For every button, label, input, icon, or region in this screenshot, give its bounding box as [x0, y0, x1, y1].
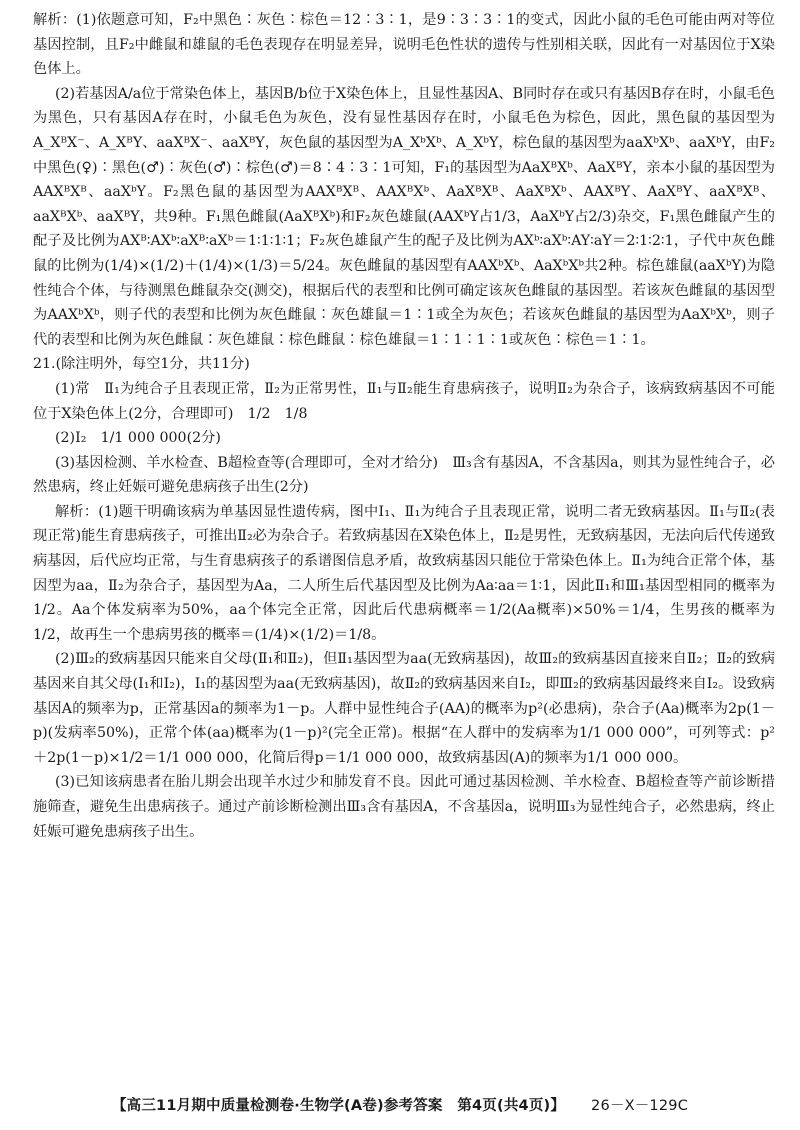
answer-21-2: (2)Ⅰ₂ 1/1 000 000(2分): [55, 430, 221, 447]
footer-title: 【高三11月期中质量检测卷·生物学(A卷)参考答案 第4页(共4页)】: [111, 1098, 566, 1114]
footer-code: 26－X－129C: [591, 1098, 689, 1114]
analysis-21-2: (2)Ⅲ₂的致病基因只能来自父母(Ⅱ₁和Ⅱ₂)，但Ⅱ₁基因型为aa(无致病基因)，故Ⅲ₂的致病基因直接来自Ⅱ₂；Ⅱ₂的致病基因来自其父母(Ⅰ₁和Ⅰ₂)，Ⅰ₁的基因型为aa(无致病基因)，故Ⅱ₂的致病基因来自Ⅰ₂，即Ⅲ₂的致病基因最终来自Ⅰ₂。设致病基因A的频率为p，正常基因a的频率为1－p。人群中显性纯合子(AA)的概率为p²(必患病)，杂合子(Aa)概率为2p(1－p)(发病率50%)，正常个体(aa)概率为(1－p)²(完全正常)。根据“在人群中的发病率为1/1 000 000”，可列等式：p²＋2p(1－p)×1/2＝1/1 000 000，化简后得p＝1/1 000 000，故致病基因(A)的频率为1/1 000 000。: [33, 651, 775, 766]
page-footer: [0, 1094, 800, 1115]
analysis-paragraph-2: (2)若基因A/a位于常染色体上，基因B/b位于X染色体上，且显性基因A、B同时存在或只有基因B存在时，小鼠毛色为黑色，只有基因A存在时，小鼠毛色为灰色，没有显性基因存在时，小鼠毛色为棕色，因此，黑色鼠的基因型为A_XᴮX⁻、A_XᴮY、aaXᴮX⁻、aaXᴮY，灰色鼠的基因型为A_XᵇXᵇ、A_XᵇY，棕色鼠的基因型为aaXᵇXᵇ、aaXᵇY，由F₂中黑色(♀)∶黑色(♂)∶灰色(♂)∶棕色(♂)＝8∶4∶3∶1可知，F₁的基因型为AaXᴮXᵇ、AaXᴮY，亲本小鼠的基因型为AAXᴮXᴮ、aaXᵇY。F₂黑色鼠的基因型为AAXᴮXᴮ、AAXᴮXᵇ、AaXᴮXᴮ、AaXᴮXᵇ、AAXᴮY、AaXᴮY、aaXᴮXᴮ、aaXᴮXᵇ、aaXᴮY，共9种。F₁黑色雌鼠(AaXᴮXᵇ)和F₂灰色雄鼠(AAXᵇY占1/3，AaXᵇY占2/3)杂交，F₁黑色雌鼠产生的配子及比例为AXᴮ∶AXᵇ∶aXᴮ∶aXᵇ＝1∶1∶1∶1；F₂灰色雄鼠产生的配子及比例为AXᵇ∶aXᵇ∶AY∶aY＝2∶1∶2∶1，子代中灰色雌鼠的比例为(1/4)×(1/2)＋(1/4)×(1/3)＝5/24。灰色雌鼠的基因型有AAXᵇXᵇ、AaXᵇXᵇ共2种。棕色雄鼠(aaXᵇY)为隐性纯合个体，与待测黑色雌鼠杂交(测交)，根据后代的表型和比例可确定该灰色雌鼠的基因型。若该灰色雌鼠的基因型为AAXᵇXᵇ，则子代的表型和比例为灰色雌鼠∶灰色雄鼠＝1∶1或全为灰色；若该灰色雌鼠的基因型为AaXᵇXᵇ，则子代的表型和比例为灰色雌鼠∶灰色雄鼠∶棕色雌鼠∶棕色雄鼠＝1∶1∶1∶1或灰色∶棕色＝1∶1。: [33, 85, 775, 348]
question-21-heading: 21.(除注明外，每空1分，共11分): [33, 356, 250, 373]
analysis-paragraph-1: 解析：(1)依题意可知，F₂中黑色∶灰色∶棕色＝12∶3∶1，是9∶3∶3∶1的变式，因此小鼠的毛色可能由两对等位基因控制，且F₂中雌鼠和雄鼠的毛色表现存在明显差异，说明毛色性状的遗传与性别相关联，因此有一对基因位于X染色体上。: [33, 12, 775, 78]
analysis-21-3: (3)已知该病患者在胎儿期会出现羊水过少和肺发育不良。因此可通过基因检测、羊水检查、B超检查等产前诊断措施筛查，避免生出患病孩子。通过产前诊断检测出Ⅲ₃含有基因A，不含基因a，说明Ⅲ₃为显性纯合子，必然患病，终止妊娠可避免患病孩子出生。: [33, 774, 775, 840]
answer-body: [33, 8, 775, 844]
analysis-21-1: 解析：(1)题干明确该病为单基因显性遗传病，图中Ⅰ₁、Ⅱ₁为纯合子且表现正常，说明二者无致病基因。Ⅱ₁与Ⅱ₂(表现正常)能生育患病孩子，可推出Ⅱ₂必为杂合子。若致病基因在X染色体上，Ⅱ₂是男性，无致病基因，无法向后代传递致病基因，后代应均正常，与生育患病孩子的系谱图信息矛盾，故致病基因只能位于常染色体上。Ⅱ₁为纯合正常个体，基因型为aa，Ⅱ₂为杂合子，基因型为Aa，二人所生后代基因型及比例为Aa∶aa＝1∶1，因此Ⅱ₁和Ⅲ₁基因型相同的概率为1/2。Aa个体发病率为50%，aa个体完全正常，因此后代患病概率＝1/2(Aa概率)×50%＝1/4，生男孩的概率为1/2，故再生一个患病男孩的概率＝(1/4)×(1/2)＝1/8。: [33, 503, 775, 643]
answer-21-1: (1)常 Ⅱ₁为纯合子且表现正常，Ⅱ₂为正常男性，Ⅱ₁与Ⅱ₂能生育患病孩子，说明Ⅱ₂为杂合子，该病致病基因不可能位于X染色体上(2分，合理即可) 1/2 1/8: [33, 380, 775, 422]
answer-21-3: (3)基因检测、羊水检查、B超检查等(合理即可，全对才给分) Ⅲ₃含有基因A，不含基因a，则其为显性纯合子，必然患病，终止妊娠可避免患病孩子出生(2分): [33, 454, 775, 496]
